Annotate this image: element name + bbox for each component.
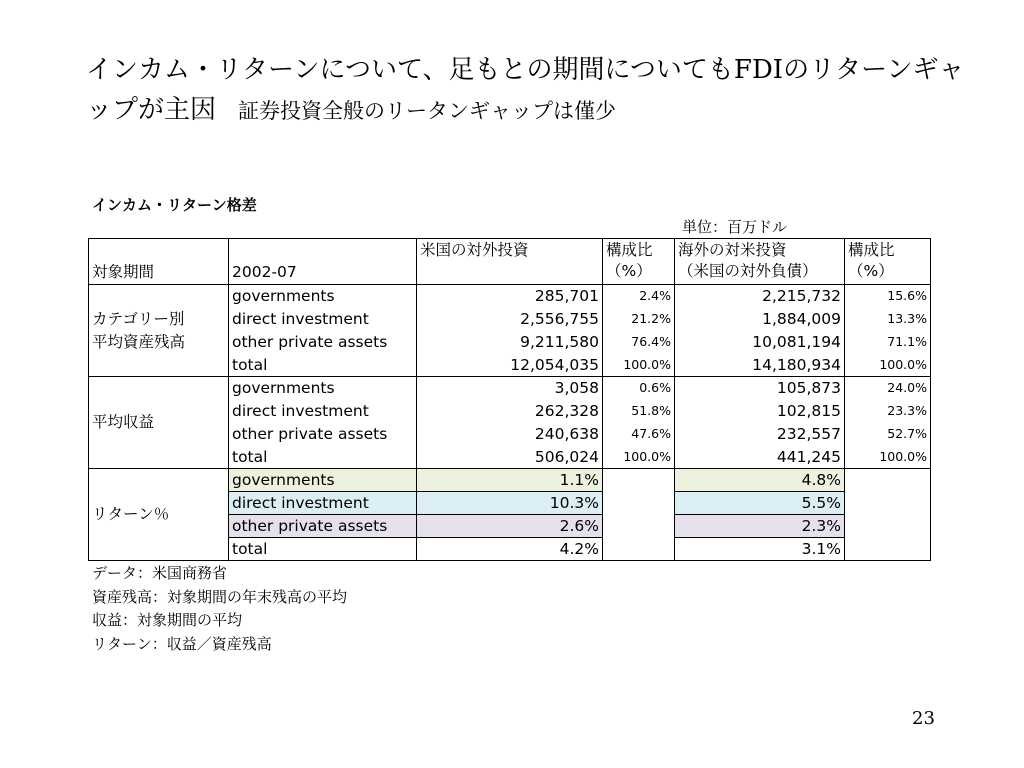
cell-us-return: 1.1% bbox=[417, 469, 603, 492]
slide-title-main: インカム・リターンについて、足もとの期間についてもFDIのリターンギャップが主因 bbox=[86, 55, 965, 125]
cell-foreign-inward: 2,215,732 bbox=[675, 285, 845, 308]
header-share-unit: （%） bbox=[606, 262, 652, 280]
header-share-label: 構成比 bbox=[848, 241, 895, 259]
cell-us-outward-share: 76.4% bbox=[603, 331, 675, 354]
row-item: other private assets bbox=[229, 331, 417, 354]
cell-foreign-return: 2.3% bbox=[675, 515, 845, 538]
header-us-outward: 米国の対外投資 bbox=[417, 239, 603, 285]
row-item: total bbox=[229, 354, 417, 377]
section-label-income bbox=[89, 377, 229, 469]
row-item: total bbox=[229, 538, 417, 561]
cell-foreign-inward-share: 24.0% bbox=[845, 377, 931, 400]
empty-share-cell bbox=[603, 469, 675, 561]
row-item: direct investment bbox=[229, 400, 417, 423]
header-share-unit: （%） bbox=[848, 262, 894, 280]
row-item: governments bbox=[229, 285, 417, 308]
page-number: 23 bbox=[912, 708, 935, 729]
cell-foreign-return: 3.1% bbox=[675, 538, 845, 561]
header-foreign-inward-share bbox=[845, 239, 931, 285]
cell-us-outward: 9,211,580 bbox=[417, 331, 603, 354]
cell-us-outward: 262,328 bbox=[417, 400, 603, 423]
header-foreign-label: 海外の対米投資 bbox=[678, 241, 787, 259]
cell-us-outward-share: 2.4% bbox=[603, 285, 675, 308]
slide-title-sub: 証券投資全般のリータンギャップは僅少 bbox=[238, 99, 617, 123]
cell-us-outward: 3,058 bbox=[417, 377, 603, 400]
row-item: direct investment bbox=[229, 308, 417, 331]
cell-foreign-inward: 14,180,934 bbox=[675, 354, 845, 377]
cell-foreign-inward-share: 100.0% bbox=[845, 446, 931, 469]
footnote-assets: 資産残高：対象期間の年末残高の平均 bbox=[92, 587, 348, 606]
section-label-line: カテゴリー別 bbox=[92, 309, 185, 328]
header-foreign-sublabel: （米国の対外負債） bbox=[678, 262, 818, 280]
table-title: インカム・リターン格差 bbox=[92, 196, 257, 214]
cell-foreign-inward: 441,245 bbox=[675, 446, 845, 469]
cell-us-outward: 2,556,755 bbox=[417, 308, 603, 331]
cell-us-outward: 240,638 bbox=[417, 423, 603, 446]
footnote-return: リターン：収益／資産残高 bbox=[92, 634, 272, 653]
row-item: other private assets bbox=[229, 423, 417, 446]
row-item: direct investment bbox=[229, 492, 417, 515]
row-item: other private assets bbox=[229, 515, 417, 538]
footnotes bbox=[92, 562, 347, 656]
cell-foreign-inward-share: 13.3% bbox=[845, 308, 931, 331]
cell-foreign-return: 5.5% bbox=[675, 492, 845, 515]
cell-foreign-return: 4.8% bbox=[675, 469, 845, 492]
cell-foreign-inward-share: 52.7% bbox=[845, 423, 931, 446]
section-label-line: リターン％ bbox=[92, 505, 170, 523]
section-label-line: 平均収益 bbox=[92, 413, 155, 431]
footnote-source: データ：米国商務省 bbox=[92, 564, 228, 582]
cell-foreign-inward: 105,873 bbox=[675, 377, 845, 400]
header-us-outward-share bbox=[603, 239, 675, 285]
cell-foreign-inward-share: 23.3% bbox=[845, 400, 931, 423]
cell-us-outward: 285,701 bbox=[417, 285, 603, 308]
row-item: governments bbox=[229, 377, 417, 400]
header-period-value: 2002-07 bbox=[229, 239, 417, 285]
row-item: total bbox=[229, 446, 417, 469]
row-item: governments bbox=[229, 469, 417, 492]
cell-foreign-inward: 10,081,194 bbox=[675, 331, 845, 354]
cell-foreign-inward-share: 100.0% bbox=[845, 354, 931, 377]
section-label-assets bbox=[89, 285, 229, 377]
cell-us-outward: 506,024 bbox=[417, 446, 603, 469]
header-share-label: 構成比 bbox=[606, 241, 653, 259]
cell-us-outward-share: 51.8% bbox=[603, 400, 675, 423]
unit-label: 単位：百万ドル bbox=[682, 218, 788, 236]
header-foreign-inward bbox=[675, 239, 845, 285]
return-gap-table bbox=[88, 238, 931, 561]
cell-foreign-inward: 102,815 bbox=[675, 400, 845, 423]
cell-us-return: 10.3% bbox=[417, 492, 603, 515]
cell-us-outward-share: 21.2% bbox=[603, 308, 675, 331]
cell-foreign-inward-share: 71.1% bbox=[845, 331, 931, 354]
cell-us-outward-share: 47.6% bbox=[603, 423, 675, 446]
slide-title bbox=[86, 50, 966, 131]
section-label-line: 平均資産残高 bbox=[92, 332, 186, 351]
cell-us-outward-share: 100.0% bbox=[603, 446, 675, 469]
cell-us-outward-share: 100.0% bbox=[603, 354, 675, 377]
empty-share-cell bbox=[845, 469, 931, 561]
cell-us-outward-share: 0.6% bbox=[603, 377, 675, 400]
cell-foreign-inward-share: 15.6% bbox=[845, 285, 931, 308]
cell-us-return: 2.6% bbox=[417, 515, 603, 538]
cell-us-return: 4.2% bbox=[417, 538, 603, 561]
header-period-label: 対象期間 bbox=[89, 239, 229, 285]
footnote-income: 収益：対象期間の平均 bbox=[92, 611, 243, 629]
cell-us-outward: 12,054,035 bbox=[417, 354, 603, 377]
section-label-return bbox=[89, 469, 229, 561]
cell-foreign-inward: 232,557 bbox=[675, 423, 845, 446]
cell-foreign-inward: 1,884,009 bbox=[675, 308, 845, 331]
